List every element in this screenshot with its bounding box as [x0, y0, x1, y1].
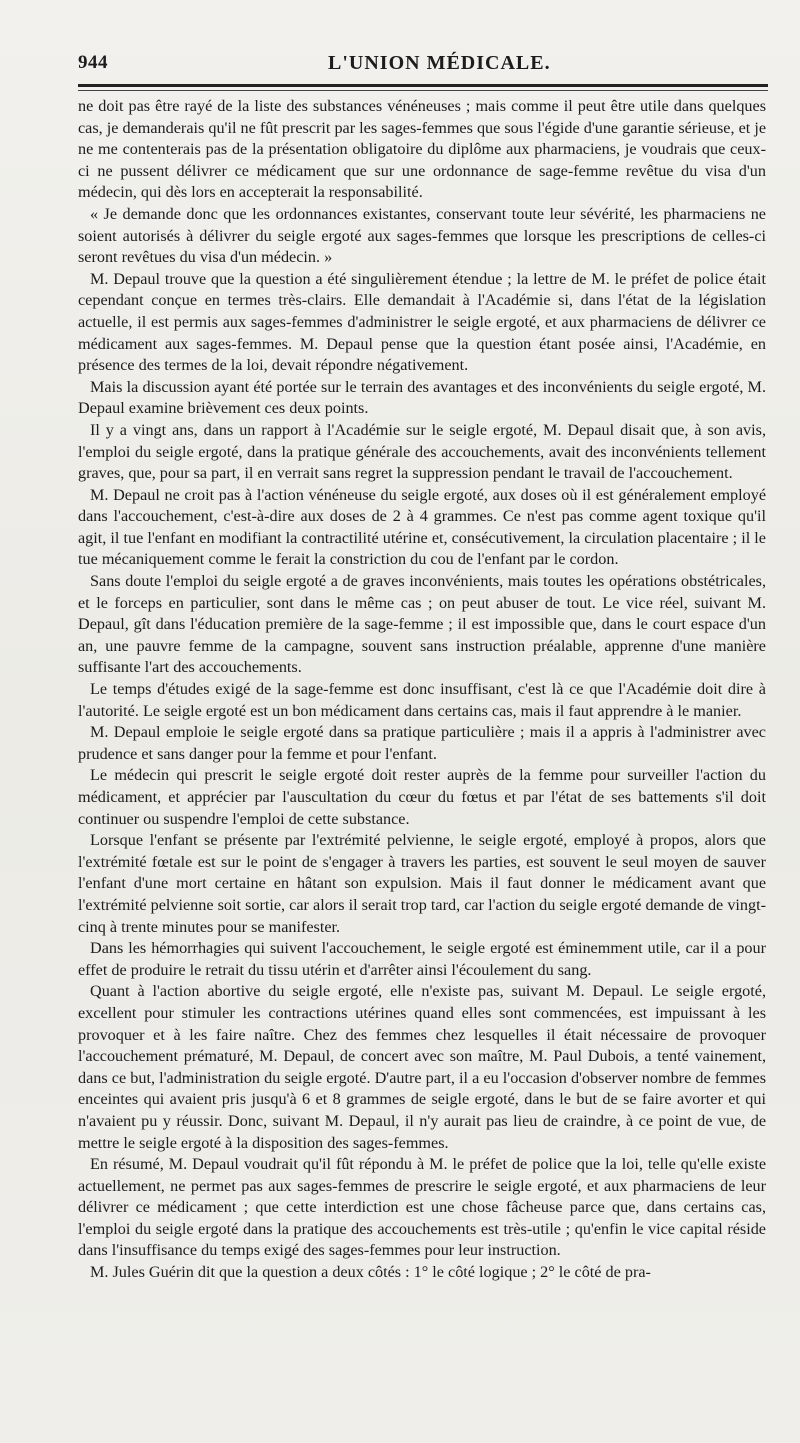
paragraph: Mais la discussion ayant été portée sur le terrain des avantages et des inconvénients du seigle ergoté, M. Depaul examine brièvement ces deux points.	[78, 377, 766, 418]
paragraph: « Je demande donc que les ordonnances existantes, conservant toute leur sévérité, les pharmaciens ne soient autorisés à délivrer du seigle ergoté aux sages-femmes que lorsque les prescriptions de celles-ci seront revêtues du visa d'un médecin. »	[78, 204, 766, 267]
paragraph: Il y a vingt ans, dans un rapport à l'Académie sur le seigle ergoté, M. Depaul disait que, à son avis, l'emploi du seigle ergoté, dans la pratique générale des accouchements, avait des inconvénients tellement graves, que, pour sa part, il en verrait sans regret la suppression pendant le travail de l'accouchement.	[78, 420, 766, 483]
paragraph: M. Jules Guérin dit que la question a deux côtés : 1° le côté logique ; 2° le côté de pra-	[90, 1263, 651, 1282]
article-body	[78, 96, 766, 1284]
page-header	[78, 44, 768, 78]
paragraph: Le médecin qui prescrit le seigle ergoté doit rester auprès de la femme pour surveiller l'action du médicament, et apprécier par l'auscultation du cœur du fœtus et par l'état de ses battements s'il doit continuer ou suspendre l'emploi de cette substance.	[78, 766, 766, 828]
running-title: L'UNION MÉDICALE.	[328, 52, 551, 74]
paragraph: Le temps d'études exigé de la sage-femme est donc insuffisant, c'est là ce que l'Académie doit dire à l'autorité. Le seigle ergoté est un bon médicament dans certains cas, mais il faut apprendre à le manier.	[78, 680, 766, 720]
paragraph: M. Depaul trouve que la question a été singulièrement étendue ; la lettre de M. le préfet de police était cependant conçue en termes très-clairs. Elle demandait à l'Académie si, dans l'état de la législation actuelle, il est permis aux sages-femmes d'administrer le seigle ergoté, et aux pharmaciens de délivrer ce médicament aux sages-femmes. M. Depaul pense que la question étant posée ainsi, l'Académie, en présence des termes de la loi, devait répondre négativement.	[78, 269, 766, 375]
paragraph: Lorsque l'enfant se présente par l'extrémité pelvienne, le seigle ergoté, employé à propos, alors que l'extrémité fœtale est sur le point de s'engager à travers les parties, est souvent le seul moyen de sauver l'enfant d'une mort certaine en hâtant son expulsion. Mais il faut donner le médicament avant que l'extrémité pelvienne soit sortie, car alors il serait trop tard, car l'action du seigle ergoté demande de vingt-cinq à trente minutes pour se manifester.	[78, 831, 766, 936]
paragraph: M. Depaul ne croit pas à l'action vénéneuse du seigle ergoté, aux doses où il est généralement employé dans l'accouchement, c'est-à-dire aux doses de 2 à 4 grammes. Ce n'est pas comme agent toxique qu'il agit, il tue l'enfant en modifiant la contractilité utérine et, consécutivement, la circulation placentaire ; il le tue mécaniquement comme le ferait la constriction du cou de l'enfant par le cordon.	[78, 485, 766, 569]
page-number: 944	[78, 52, 108, 73]
paragraph: Sans doute l'emploi du seigle ergoté a de graves inconvénients, mais toutes les opérations obstétricales, et le forceps en particulier, sont dans le même cas ; on peut abuser de tout. Le vice réel, suivant M. Depaul, gît dans l'éducation première de la sage-femme ; il est impossible que, dans le court espace d'un an, une pauvre femme de la campagne, souvent sans instruction préalable, apprenne d'une manière suffisante l'art des accouchements.	[78, 572, 766, 677]
paragraph: ne doit pas être rayé de la liste des substances vénéneuses ; mais comme il peut être utile dans quelques cas, je demanderais qu'il ne fût prescrit par les sages-femmes que sous l'égide d'une garantie sérieuse, et je ne me contenterais pas de la présentation obligatoire du diplôme aux pharmaciens, je voudrais que ceux-ci ne pussent délivrer ce médicament que sur une ordonnance de sage-femme revêtue du visa d'un médecin, qui dès lors en accepterait la responsabilité.	[78, 97, 766, 202]
paragraph: Dans les hémorrhagies qui suivent l'accouchement, le seigle ergoté est éminemment utile, car il a pour effet de produire le retrait du tissu utérin et d'arrêter ainsi l'écoulement du sang.	[78, 939, 766, 979]
header-rule	[78, 84, 768, 87]
paragraph: En résumé, M. Depaul voudrait qu'il fût répondu à M. le préfet de police que la loi, telle qu'elle existe actuellement, ne permet pas aux sages-femmes de prescrire le seigle ergoté, et aux pharmaciens de leur délivrer ce médicament ; que cette interdiction est une chose fâcheuse parce que, dans certains cas, l'emploi du seigle ergoté dans la pratique des accouchements est très-utile ; qu'enfin le vice capital réside dans l'insuffisance du temps exigé des sages-femmes pour leur instruction.	[78, 1155, 766, 1260]
paragraph: Quant à l'action abortive du seigle ergoté, elle n'existe pas, suivant M. Depaul. Le seigle ergoté, excellent pour stimuler les contractions utérines quand elles sont commencées, est impuissant à les provoquer et à les faire naître. Chez des femmes chez lesquelles il était nécessaire de provoquer l'accouchement prématuré, M. Depaul, de concert avec son maître, M. Paul Dubois, a tenté vainement, dans ce but, l'administration du seigle ergoté. D'autre part, il a eu l'occasion d'observer nombre de femmes enceintes qui avaient pris jusqu'à 6 et 8 grammes de seigle ergoté, dans le but de se faire avorter et qui n'avaient pu y réussir. Donc, suivant M. Depaul, il n'y aurait pas lieu de craindre, à ce point de vue, de mettre le seigle ergoté à la disposition des sages-femmes.	[78, 982, 766, 1152]
paragraph: M. Depaul emploie le seigle ergoté dans sa pratique particulière ; mais il a appris à l'administrer avec prudence et sans danger pour la femme et pour l'enfant.	[78, 723, 766, 763]
header-rule-thin	[78, 90, 768, 91]
